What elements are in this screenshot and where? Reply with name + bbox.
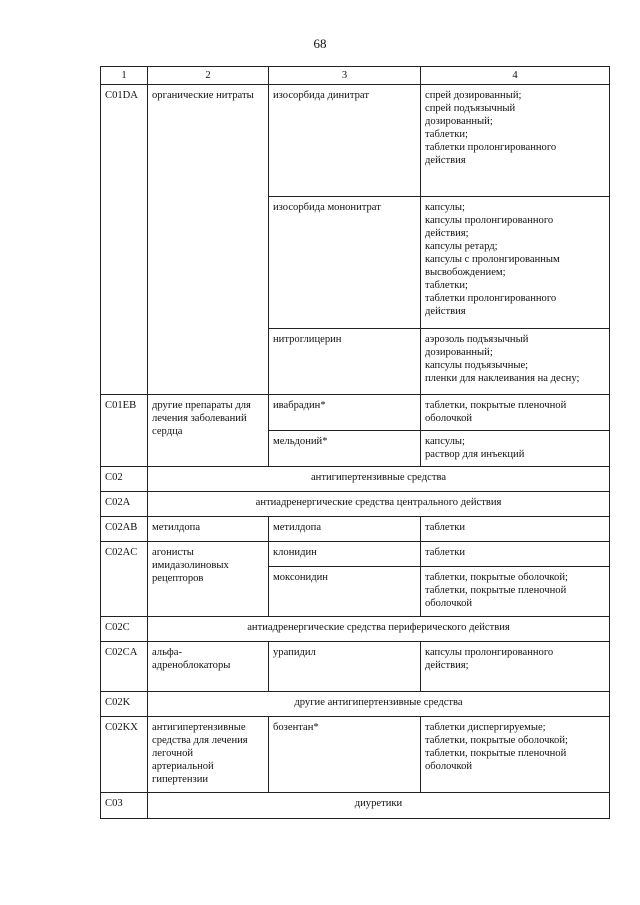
group-row	[101, 617, 610, 642]
atc-code: C02A	[101, 492, 148, 517]
group-title: антиадренергические средства центрального действия	[148, 492, 610, 517]
header-col-4: 4	[421, 67, 610, 85]
header-col-2: 2	[148, 67, 269, 85]
dosage-forms: капсулы; раствор для инъекций	[421, 431, 610, 467]
dosage-forms: таблетки	[421, 542, 610, 567]
atc-code: C01DA	[101, 85, 148, 395]
drug-name: изосорбида динитрат	[269, 85, 421, 197]
group-title: другие антигипертензивные средства	[148, 692, 610, 717]
page-number: 68	[313, 36, 327, 51]
dosage-forms: таблетки диспергируемые; таблетки, покрытые оболочкой; таблетки, покрытые пленочной оболочкой	[421, 717, 610, 793]
group-name: антигипертензивные средства для лечения легочной артериальной гипертензии	[148, 717, 269, 793]
drug-name: бозентан*	[269, 717, 421, 793]
atc-code: C02C	[101, 617, 148, 642]
table-row	[101, 395, 610, 431]
atc-code: C02AB	[101, 517, 148, 542]
dosage-forms: таблетки	[421, 517, 610, 542]
group-name: агонисты имидазолиновых рецепторов	[148, 542, 269, 617]
dosage-forms: таблетки, покрытые пленочной оболочкой	[421, 395, 610, 431]
group-row	[101, 492, 610, 517]
atc-code: C02KX	[101, 717, 148, 793]
dosage-forms: спрей дозированный; спрей подъязычный дозированный; таблетки; таблетки пролонгированного действия	[421, 85, 610, 197]
atc-code: C03	[101, 793, 148, 819]
drug-name: урапидил	[269, 642, 421, 692]
table-row	[101, 542, 610, 567]
drug-name: моксонидин	[269, 567, 421, 617]
drug-name: ивабрадин*	[269, 395, 421, 431]
group-title: антиадренергические средства периферического действия	[148, 617, 610, 642]
drug-name: нитроглицерин	[269, 329, 421, 395]
dosage-forms: аэрозоль подъязычный дозированный; капсулы подъязычные; пленки для наклеивания на десну;	[421, 329, 610, 395]
drug-name: изосорбида мононитрат	[269, 197, 421, 329]
atc-code: C02AC	[101, 542, 148, 617]
drug-name: мельдоний*	[269, 431, 421, 467]
dosage-forms: капсулы; капсулы пролонгированного действия; капсулы ретард; капсулы с пролонгированным высвобождением; таблетки; таблетки пролонгированного действия	[421, 197, 610, 329]
group-row	[101, 692, 610, 717]
header-col-3: 3	[269, 67, 421, 85]
group-title: диуретики	[148, 793, 610, 819]
drug-name: метилдопа	[269, 517, 421, 542]
table-row	[101, 517, 610, 542]
atc-code: C02CA	[101, 642, 148, 692]
dosage-forms: капсулы пролонгированного действия;	[421, 642, 610, 692]
drug-table	[100, 66, 610, 819]
group-title: антигипертензивные средства	[148, 467, 610, 492]
group-name: органические нитраты	[148, 85, 269, 395]
group-name: альфа- адреноблокаторы	[148, 642, 269, 692]
drug-name: клонидин	[269, 542, 421, 567]
group-row	[101, 793, 610, 819]
atc-code: C02	[101, 467, 148, 492]
atc-code: C01EB	[101, 395, 148, 467]
table-row	[101, 717, 610, 793]
table-row	[101, 642, 610, 692]
group-row	[101, 467, 610, 492]
table-row	[101, 85, 610, 197]
header-row	[101, 67, 610, 85]
header-col-1: 1	[101, 67, 148, 85]
atc-code: C02K	[101, 692, 148, 717]
dosage-forms: таблетки, покрытые оболочкой; таблетки, покрытые пленочной оболочкой	[421, 567, 610, 617]
group-name: другие препараты для лечения заболеваний сердца	[148, 395, 269, 467]
group-name: метилдопа	[148, 517, 269, 542]
